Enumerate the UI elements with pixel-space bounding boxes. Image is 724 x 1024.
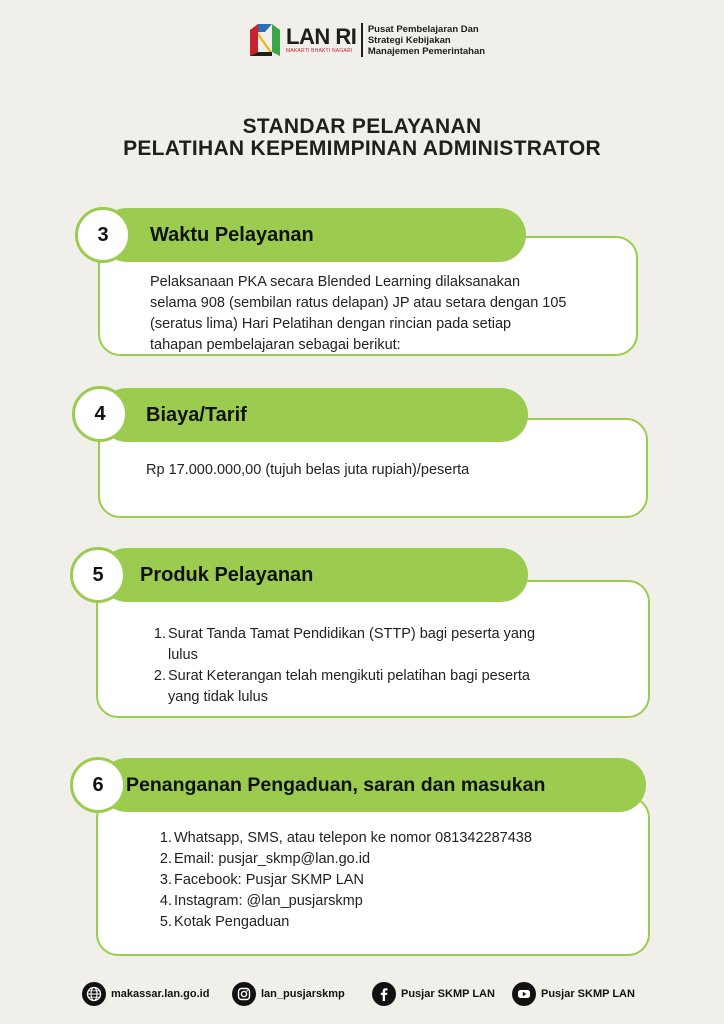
section-text-line: Pelaksanaan PKA secara Blended Learning dilaksanakan [150,274,521,290]
section-5-number-badge [70,547,126,603]
footer-instagram[interactable] [232,980,345,1008]
list-number: 5. [159,914,172,930]
footer-website-text: makassar.lan.go.id [111,988,210,1000]
section-3-number-badge [75,207,131,263]
list-item [150,624,620,666]
footer-facebook[interactable] [372,980,495,1008]
logo-motto: MAKARTI BHAKTI NAGARI [286,47,353,54]
list-item-text: Surat Keterangan telah mengikuti pelatihan bagi peserta [168,668,530,684]
globe-icon [82,982,106,1006]
list-item-text: Whatsapp, SMS, atau telepon ke nomor 081342287438 [174,830,532,846]
list-item [156,891,626,912]
org-name-line: Manajemen Pemerintahan [367,45,486,57]
section-number: 6 [92,773,104,796]
footer-youtube-text: Pusjar SKMP LAN [541,988,635,1000]
page-title-line2: PELATIHAN KEPEMIMPINAN ADMINISTRATOR [123,137,601,160]
list-item [150,666,620,708]
footer-youtube[interactable] [512,980,635,1008]
list-number: 2. [153,668,166,684]
section-6-heading: Penanganan Pengaduan, saran dan masukan [126,774,546,796]
list-item [156,828,626,849]
list-item-text: Facebook: Pusjar SKMP LAN [174,872,364,888]
list-item [156,870,626,891]
list-item-text: Instagram: @lan_pusjarskmp [174,893,363,909]
footer-instagram-text: lan_pusjarskmp [261,988,345,1000]
section-4-heading: Biaya/Tarif [146,404,247,426]
logo-divider [361,23,363,57]
list-item [156,849,626,870]
list-number: 3. [159,872,172,888]
footer-facebook-text: Pusjar SKMP LAN [401,988,495,1000]
org-name-line: Strategi Kebijakan [367,34,451,46]
list-item-text: Email: pusjar_skmp@lan.go.id [174,851,371,867]
header-logo [248,20,485,60]
section-number: 5 [92,563,104,586]
logo-wordmark: LAN RI [286,23,357,49]
section-number: 3 [97,223,109,246]
list-number: 4. [159,893,172,909]
section-6-header [100,758,646,812]
footer-website[interactable] [82,980,209,1008]
section-text-line: Rp 17.000.000,00 (tujuh belas juta rupiah)/peserta [146,462,470,478]
youtube-icon [512,982,536,1006]
org-name [368,24,485,57]
org-name-line: Pusat Pembelajaran Dan [367,23,479,35]
section-6-number-badge [70,757,126,813]
section-5-header [100,548,528,602]
section-text-line: tahapan pembelajaran sebagai berikut: [150,337,401,353]
page-title-line1: STANDAR PELAYANAN [242,115,482,138]
list-item [156,912,626,933]
instagram-icon [232,982,256,1006]
list-number: 1. [153,626,166,642]
section-5-heading: Produk Pelayanan [140,564,314,586]
section-text-line: (seratus lima) Hari Pelatihan dengan rincian pada setiap [150,316,512,332]
section-text-line: selama 908 (sembilan ratus delapan) JP atau setara dengan 105 [150,295,567,311]
list-item-text: lulus [168,647,198,663]
list-item-text: Surat Tanda Tamat Pendidikan (STTP) bagi peserta yang [168,626,536,642]
section-4-header [100,388,528,442]
lan-logo-icon [248,22,282,58]
facebook-icon [372,982,396,1006]
page-title [0,116,724,160]
section-4-number-badge [72,386,128,442]
list-item-text: yang tidak lulus [168,689,268,705]
section-3-header [100,208,526,262]
section-number: 4 [94,402,106,425]
list-number: 1. [159,830,172,846]
section-6-card [96,796,650,956]
list-item-text: Kotak Pengaduan [174,914,290,930]
section-3-heading: Waktu Pelayanan [150,224,314,246]
list-number: 2. [159,851,172,867]
